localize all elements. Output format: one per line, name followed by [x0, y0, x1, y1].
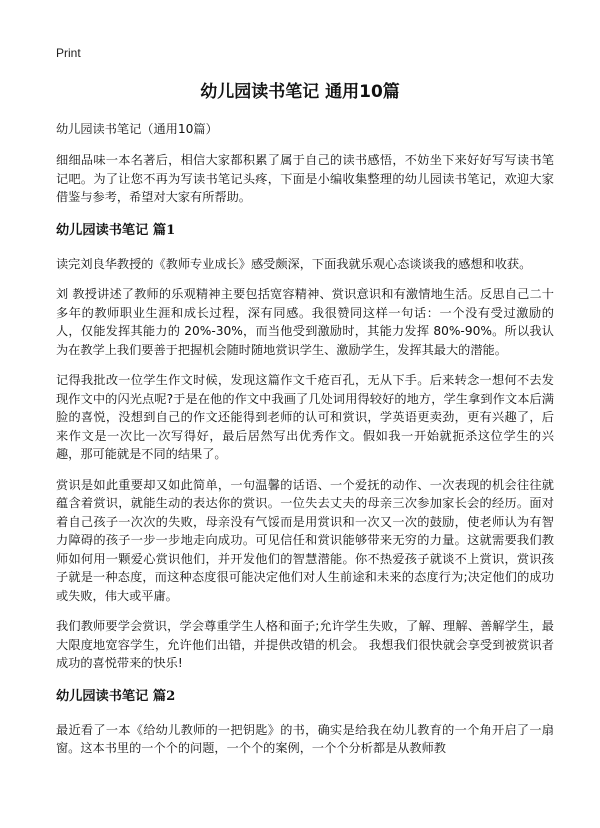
section-1-paragraph-3: 记得我批改一位学生作文时候，发现这篇作文千疮百孔，无从下手。后来转念一想何不去发现作文中的闪光点呢?于是在他的作文中我画了几处词用得较好的地方，学生拿到作文本后满脸的喜悦，没想到自己的作文还能得到老师的认可和赏识，学英语更卖劲，更有兴趣了，后来作文是一次比一次写得好，最后居然写出优秀作文。假如我一开始就扼杀这位学生的兴趣，那可能就是不同的结果了。 [56, 373, 554, 461]
section-1-paragraph-5: 我们教师要学会赏识，学会尊重学生人格和面子;允许学生失败，了解、理解、善解学生，最大限度地宽容学生，允许他们出错，并提供改错的机会。 我想我们很快就会享受到被赏识者成功的喜悦带来的快乐! [56, 619, 554, 670]
section-1-paragraph-2: 刘 教授讲述了教师的乐观精神主要包括宽容精神、赏识意识和有激情地生活。反思自己二十多年的教师职业生涯和成长过程，深有同感。我很赞同这样一句话：一个没有受过激励的人，仅能发挥其能力的 20%-30%，而当他受到激励时，其能力发挥 80%-90%。所以我认为在教学上我们要善于把握机会随时随地赏识学生、激励学生，发挥其最大的潜能。 [56, 287, 554, 357]
page-title: 幼儿园读书笔记 通用10篇 [200, 82, 400, 102]
article-subtitle: 幼儿园读书笔记（通用10篇） [56, 122, 218, 136]
intro-paragraph: 细细品味一本名著后，相信大家都积累了属于自己的读书感悟，不妨坐下来好好写写读书笔记吧。为了让您不再为写读书笔记头疼，下面是小编收集整理的幼儿园读书笔记，欢迎大家借鉴与参考，希望对大家有所帮助。 [56, 153, 554, 204]
section-heading-2: 幼儿园读书笔记 篇2 [56, 688, 176, 704]
section-2-paragraph-1: 最近看了一本《给幼儿教师的一把钥匙》的书，确实是给我在幼儿教育的一个角开启了一扇窗。这本书里的一个个的问题，一个个的案例，一个个分析都是从教师教 [56, 722, 554, 755]
print-link[interactable]: Print [56, 46, 81, 60]
section-1-paragraph-1: 读完刘良华教授的《教师专业成长》感受颇深，下面我就乐观心态谈谈我的感想和收获。 [56, 256, 532, 271]
article-body [56, 120, 554, 770]
section-1-paragraph-4: 赏识是如此重要却又如此简单，一句温馨的话语、一个爱抚的动作、一次表现的机会往往就蕴含着赏识，就能生动的表达你的赏识。一位失去丈夫的母亲三次参加家长会的经历。面对着自己孩子一次次的失败，母亲没有气馁而是用赏识和一次又一次的鼓励，使老师认为有智力障碍的孩子一步一步地走向成功。可见信任和赏识能够带来无穷的力量。这就需要我们教师如何用一颗爱心赏识他们，并开发他们的智慧潜能。你不热爱孩子就谈不上赏识，赏识孩子就是一种态度，而这种态度很可能决定他们对人生前途和未来的态度行为;决定他们的成功或失败，伟大或平庸。 [56, 477, 554, 603]
section-heading-1: 幼儿园读书笔记 篇1 [56, 222, 176, 238]
